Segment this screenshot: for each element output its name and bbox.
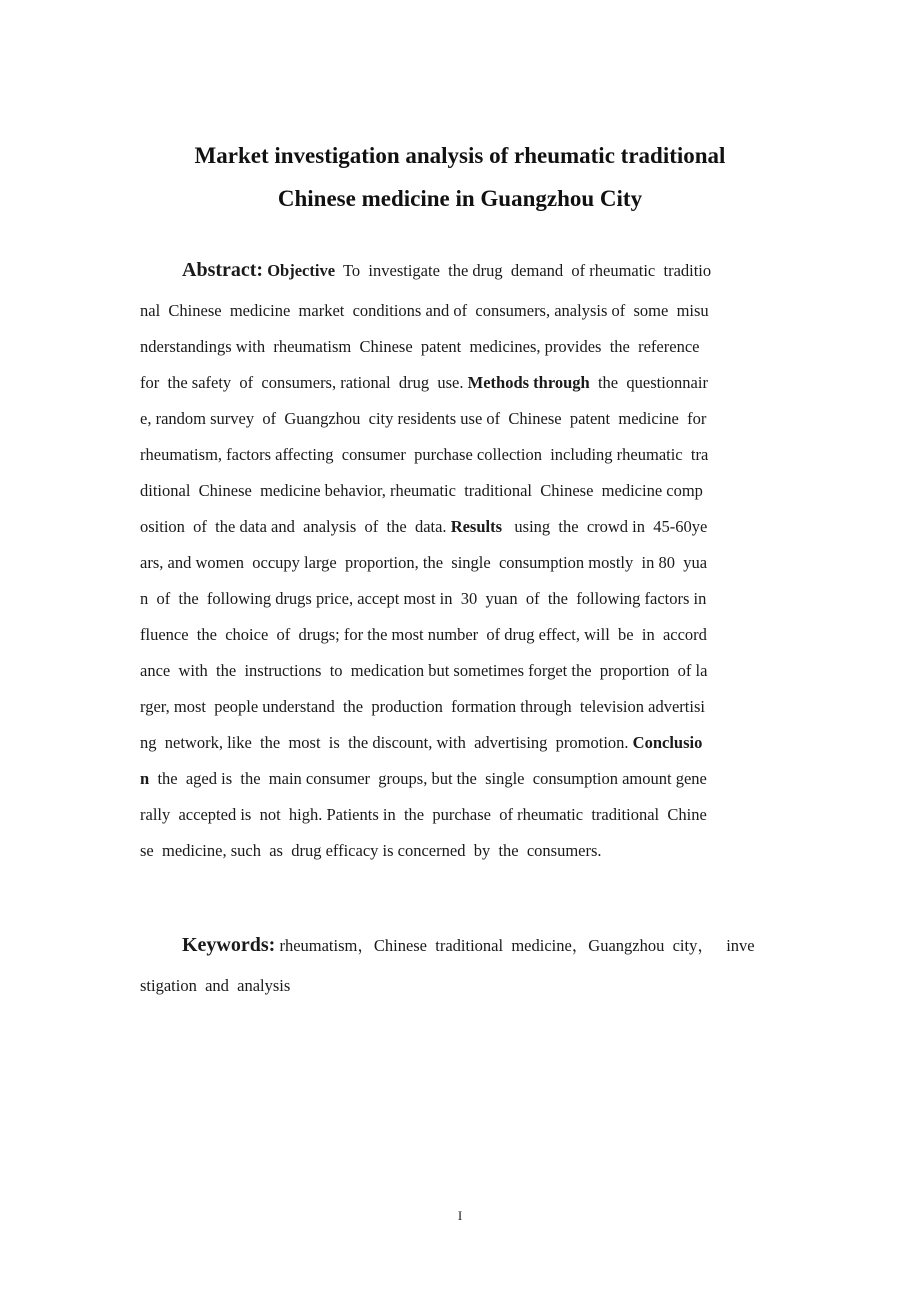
keywords-label: Keywords:: [182, 934, 276, 956]
abstract-line: [182, 259, 711, 282]
abstract-text: nderstandings with rheumatism Chinese patent medicines, provides the reference: [140, 337, 700, 356]
abstract-label: Abstract:: [182, 259, 264, 281]
abstract-line: [140, 337, 699, 357]
keywords-text-1: rheumatism，Chinese traditional medicine，Guangzhou city， inve: [275, 936, 755, 955]
abstract-heading: n: [140, 769, 150, 788]
abstract-text: ars, and women occupy large proportion, the single consumption mostly in 80 yua: [140, 553, 708, 572]
abstract-line: [140, 733, 702, 753]
abstract-line: [140, 661, 707, 681]
abstract-line: [140, 625, 707, 645]
abstract-line: [140, 409, 706, 429]
abstract-text: e, random survey of Guangzhou city residents use of Chinese patent medicine for: [140, 409, 707, 428]
abstract-line: [140, 301, 709, 321]
abstract-line: [140, 841, 602, 861]
keywords-line-1: [182, 932, 755, 957]
abstract-line: [140, 445, 708, 465]
abstract-heading: Results: [450, 517, 503, 536]
abstract-text: se medicine, such as drug efficacy is concerned by the consumers.: [140, 841, 602, 860]
abstract-text: nal Chinese medicine market conditions and of consumers, analysis of some misu: [140, 301, 709, 320]
abstract-text: To investigate the drug demand of rheumatic traditio: [335, 261, 712, 280]
abstract-heading: Conclusio: [632, 733, 703, 752]
abstract-line: [140, 553, 707, 573]
abstract-text: rger, most people understand the production formation through television advertisi: [140, 697, 705, 716]
abstract-text: n of the following drugs price, accept most in 30 yuan of the following factors in: [140, 589, 707, 608]
abstract-text: for the safety of consumers, rational drug use.: [140, 373, 468, 392]
abstract-text: ng network, like the most is the discount, with advertising promotion.: [140, 733, 633, 752]
abstract-line: [140, 769, 707, 789]
abstract-line: [140, 481, 703, 501]
abstract-text: the aged is the main consumer groups, but the single consumption amount gene: [149, 769, 707, 788]
abstract-heading: Objective: [267, 261, 336, 280]
abstract-text: ditional Chinese medicine behavior, rheumatic traditional Chinese medicine comp: [140, 481, 703, 500]
title-line-1: Market investigation analysis of rheumatic traditional: [194, 143, 726, 168]
abstract-line: [140, 373, 708, 393]
abstract-line: [140, 589, 706, 609]
abstract-text: fluence the choice of drugs; for the most number of drug effect, will be in accord: [140, 625, 707, 644]
abstract-line: [140, 697, 705, 717]
abstract-text: osition of the data and analysis of the data.: [140, 517, 451, 536]
abstract-heading: Methods through: [467, 373, 590, 392]
abstract-text: rheumatism, factors affecting consumer purchase collection including rheumatic tra: [140, 445, 709, 464]
title-line-2: Chinese medicine in Guangzhou City: [277, 186, 643, 211]
document-title: [100, 134, 820, 220]
page-number: I: [457, 1208, 463, 1223]
abstract-text: rally accepted is not high. Patients in the purchase of rheumatic traditional Chine: [140, 805, 707, 824]
keywords-line-2: stigation and analysis: [140, 976, 291, 995]
abstract-line: [140, 805, 707, 825]
abstract-text: the questionnair: [589, 373, 708, 392]
abstract-text: using the crowd in 45-60ye: [502, 517, 708, 536]
abstract-line: [140, 517, 707, 537]
abstract-text: ance with the instructions to medication but sometimes forget the proportion of la: [140, 661, 708, 680]
